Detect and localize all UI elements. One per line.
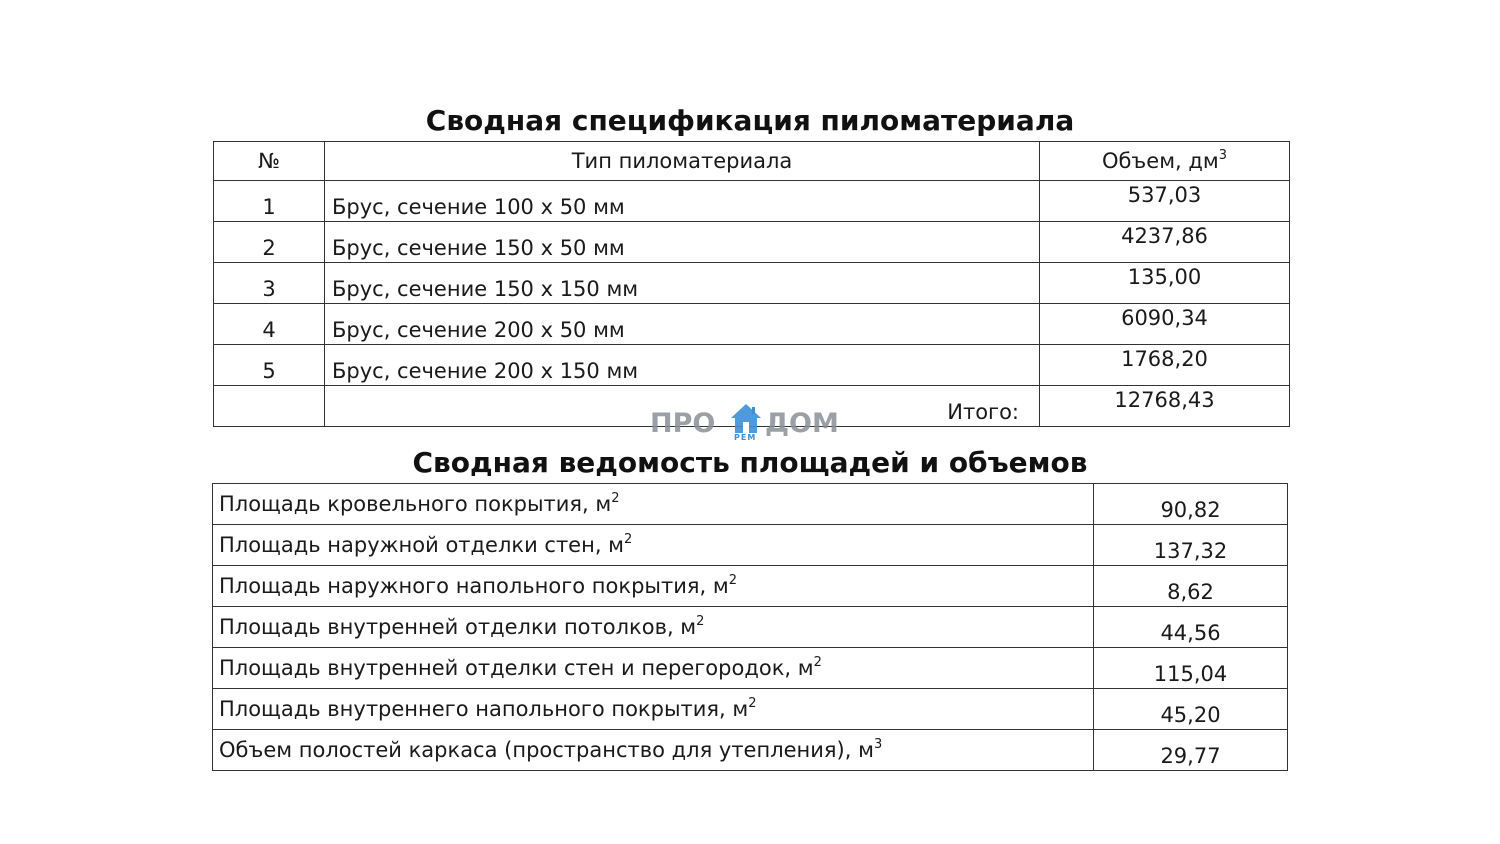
area-name-text: Площадь внутреннего напольного покрытия, м — [219, 697, 749, 721]
watermark-left-text: ПРО — [650, 408, 716, 439]
area-value: 90,82 — [1094, 484, 1288, 525]
area-name-text: Площадь внутренней отделки стен и перегородок, м — [219, 656, 814, 680]
table-row — [214, 345, 1290, 386]
area-name-text: Площадь кровельного покрытия, м — [219, 492, 612, 516]
table-row — [214, 263, 1290, 304]
row-volume: 1768,20 — [1040, 345, 1290, 386]
area-value: 115,04 — [1094, 648, 1288, 689]
table-row — [214, 304, 1290, 345]
header-volume-label: Объем, дм — [1101, 149, 1219, 173]
row-num: 3 — [214, 263, 325, 304]
area-value: 44,56 — [1094, 607, 1288, 648]
row-volume: 4237,86 — [1040, 222, 1290, 263]
table-row — [213, 566, 1288, 607]
row-volume: 6090,34 — [1040, 304, 1290, 345]
area-name-text: Площадь наружного напольного покрытия, м — [219, 574, 729, 598]
watermark-right-text: ДОМ — [765, 408, 839, 439]
table-row — [213, 607, 1288, 648]
area-name-text: Объем полостей каркаса (пространство для утепления), м — [219, 738, 874, 762]
table-row — [213, 689, 1288, 730]
header-volume-sup: 3 — [1218, 148, 1228, 163]
row-type: Брус, сечение 100 х 50 мм — [325, 181, 1040, 222]
header-type: Тип пиломатериала — [325, 142, 1040, 181]
row-num: 1 — [214, 181, 325, 222]
table-row — [214, 181, 1290, 222]
area-value: 8,62 — [1094, 566, 1288, 607]
row-volume: 537,03 — [1040, 181, 1290, 222]
area-name-text: Площадь внутренней отделки потолков, м — [219, 615, 697, 639]
area-name — [213, 484, 1094, 525]
area-name — [213, 566, 1094, 607]
row-volume: 135,00 — [1040, 263, 1290, 304]
row-num: 4 — [214, 304, 325, 345]
area-name — [213, 607, 1094, 648]
lumber-spec-table — [213, 141, 1290, 427]
table-row — [213, 730, 1288, 771]
area-unit-sup: 2 — [611, 491, 620, 506]
table-row — [213, 484, 1288, 525]
table-row — [214, 222, 1290, 263]
spec-title: Сводная спецификация пиломатериала — [425, 104, 1075, 137]
watermark-sub-text: РЕМ — [734, 433, 757, 442]
area-unit-sup: 2 — [624, 532, 633, 547]
header-volume — [1040, 142, 1290, 181]
row-type: Брус, сечение 150 х 50 мм — [325, 222, 1040, 263]
table-row — [213, 648, 1288, 689]
area-unit-sup: 2 — [696, 614, 705, 629]
header-num: № — [214, 142, 325, 181]
area-name — [213, 525, 1094, 566]
area-value: 137,32 — [1094, 525, 1288, 566]
area-value: 45,20 — [1094, 689, 1288, 730]
area-unit-sup: 2 — [728, 573, 737, 588]
area-name-text: Площадь наружной отделки стен, м — [219, 533, 625, 557]
area-name — [213, 648, 1094, 689]
area-name — [213, 689, 1094, 730]
area-unit-sup: 3 — [873, 737, 883, 752]
areas-title: Сводная ведомость площадей и объемов — [412, 446, 1088, 479]
total-label: Итого: — [325, 386, 1040, 427]
house-icon — [730, 402, 762, 436]
row-num: 5 — [214, 345, 325, 386]
table-row — [213, 525, 1288, 566]
area-unit-sup: 2 — [813, 655, 822, 670]
area-value: 29,77 — [1094, 730, 1288, 771]
watermark-logo — [650, 402, 850, 442]
row-num: 2 — [214, 222, 325, 263]
row-type: Брус, сечение 200 х 150 мм — [325, 345, 1040, 386]
areas-volumes-table — [212, 483, 1288, 771]
total-value: 12768,43 — [1040, 386, 1290, 427]
row-type: Брус, сечение 200 х 50 мм — [325, 304, 1040, 345]
row-type: Брус, сечение 150 х 150 мм — [325, 263, 1040, 304]
total-empty-cell — [214, 386, 325, 427]
area-unit-sup: 2 — [748, 696, 757, 711]
table-header-row — [214, 142, 1290, 181]
area-name — [213, 730, 1094, 771]
